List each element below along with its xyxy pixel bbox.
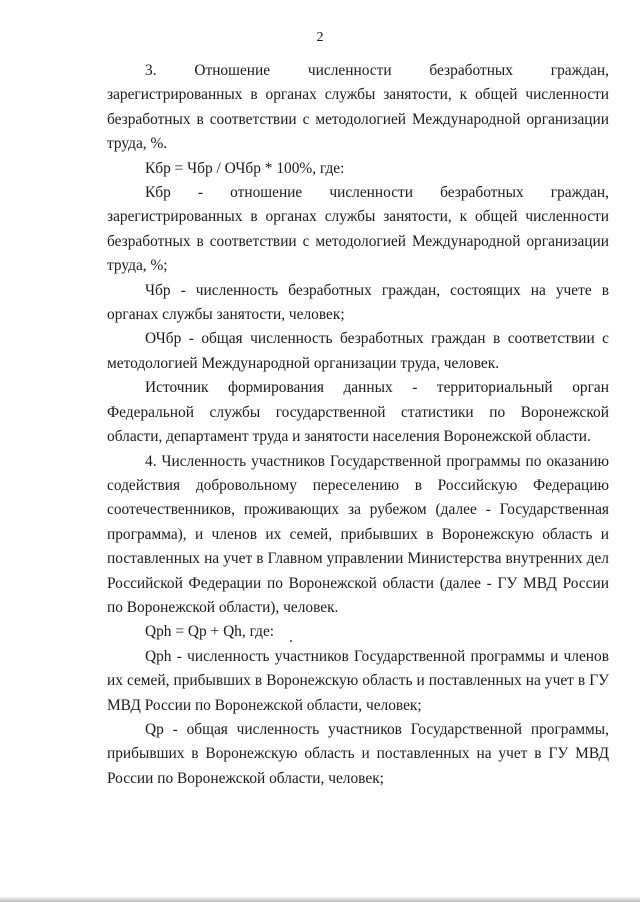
paragraph-indicator-3-title: 3. Отношение численности безработных граждан, зарегистрированных в органах службы занятости, к общей численности безработных в соответствии с методологией Международной организации труда, %. [107,62,609,153]
paragraph-indicator-4-title: 4. Численность участников Государственной программы по оказанию содействия добровольному переселению в Российскую Федерацию соотечественников, проживающих за рубежом (далее - Государственная программа), и членов их семей, прибывших в Воронежскую область и поставленных на учет в Главном управлении Министерства внутренних дел Российской Федерации по Воронежской области (далее - ГУ МВД России по Воронежской области), человек. [107,452,609,616]
definition-ochbr: ОЧбр - общая численность безработных граждан в соответствии с методологией Международной организации труда, человек. [107,330,609,372]
scan-bottom-edge [0,896,640,902]
page-number: 2 [316,30,324,45]
definition-kbr: Кбр - отношение численности безработных граждан, зарегистрированных в органах службы занятости, к общей численности безработных в соответствии с методологией Международной организации труда, %; [107,184,609,275]
definition-chbr: Чбр - численность безработных граждан, состоящих на учете в органах службы занятости, человек; [107,281,609,324]
definition-qph: Qph - численность участников Государственной программы и членов их семей, прибывших в Воронежскую область и поставленных на учет в ГУ МВД России по Воронежской области, человек; [107,647,609,714]
formula-kbr: Кбр = Чбр / ОЧбр * 100%, где: [145,159,345,177]
data-source-paragraph: Источник формирования данных - территориальный орган Федеральной службы государственной статистики по Воронежской области, департамент труда и занятости населения Воронежской области. [107,379,609,446]
document-body [107,59,609,791]
definition-qp: Qp - общая численность участников Государственной программы, прибывших в Воронежскую область и поставленных на учет в ГУ МВД России по Воронежской области, человек; [107,720,609,787]
formula-qph: Qph = Qp + Qh, где: [145,623,275,641]
scan-speck [290,640,292,642]
